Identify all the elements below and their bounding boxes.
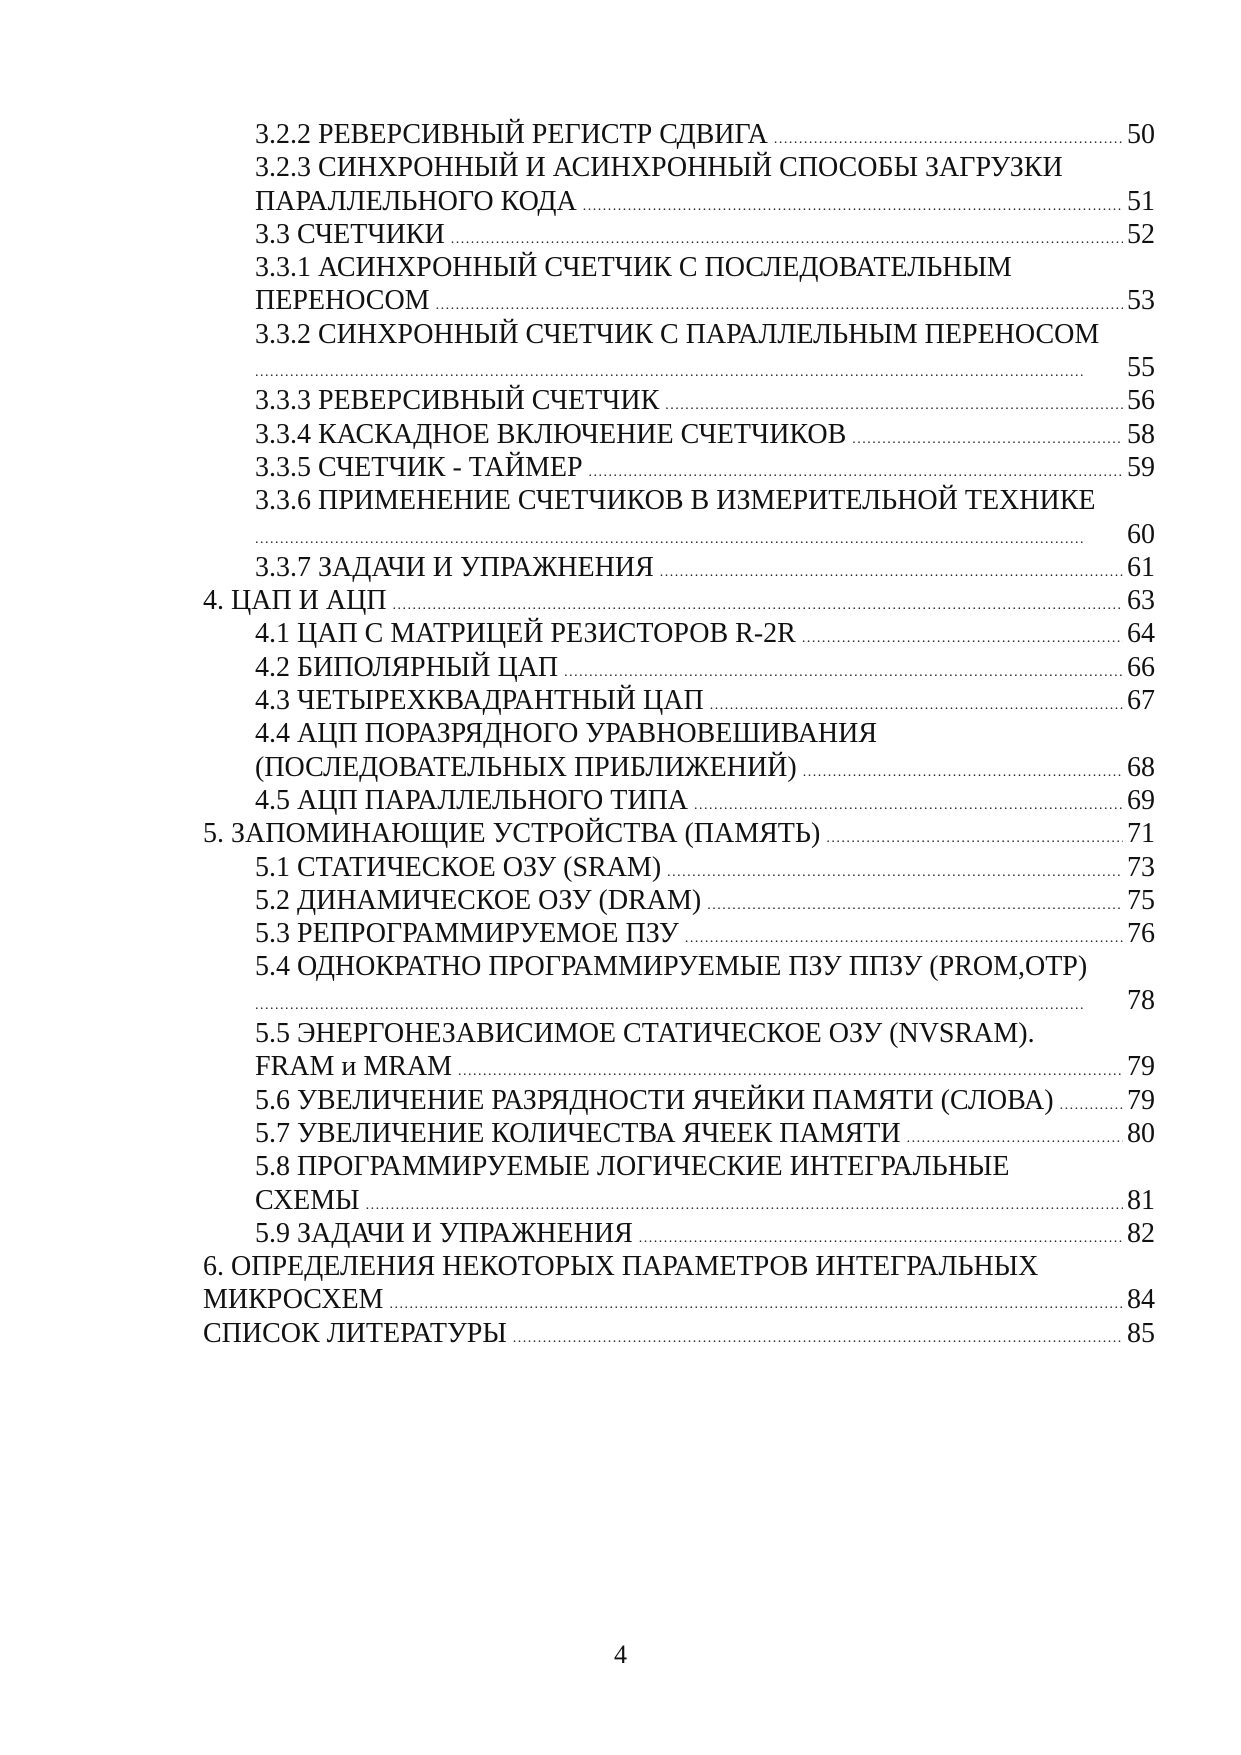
toc-entry-continuation[interactable] [203,1050,1155,1083]
toc-entry-title: 5.6 УВЕЛИЧЕНИЕ РАЗРЯДНОСТИ ЯЧЕЙКИ ПАМЯТИ (СЛОВА) [255,1084,1054,1116]
toc-entry-page: 71 [1127,818,1155,850]
toc-entry-continuation[interactable] [203,984,1155,1017]
toc-entry[interactable] [203,218,1155,251]
toc-entry-continuation[interactable] [203,351,1155,384]
toc-entry-title: 5.1 СТАТИЧЕСКОЕ ОЗУ (SRAM) [255,851,662,883]
toc-entry-title-continuation: ПЕРЕНОСОМ [255,285,430,317]
toc-entry-title: 3.2.2 РЕВЕРСИВНЫЙ РЕГИСТР СДВИГА [255,119,768,150]
toc-entry-title: 4.1 ЦАП С МАТРИЦЕЙ РЕЗИСТОРОВ R-2R [255,618,796,650]
toc-entry-continuation[interactable] [203,284,1155,317]
toc-entry-title: 5.4 ОДНОКРАТНО ПРОГРАММИРУЕМЫЕ ПЗУ ППЗУ (PROM,OTP) [255,951,1088,983]
toc-entry-title: 3.3.5 СЧЕТЧИК - ТАЙМЕР [255,451,583,483]
toc-entry-title: СПИСОК ЛИТЕРАТУРЫ [203,1317,507,1349]
toc-entry[interactable] [203,651,1155,684]
toc-entry-title: 3.3.1 АСИНХРОННЫЙ СЧЕТЧИК С ПОСЛЕДОВАТЕЛЬНЫМ [255,252,1012,284]
toc-entry-title: 4.5 АЦП ПАРАЛЛЕЛЬНОГО ТИПА [255,784,689,816]
toc-entry-page: 68 [1127,751,1155,783]
toc-entry-page: 85 [1127,1317,1155,1349]
toc-entry-continuation[interactable] [203,518,1155,551]
toc-entry-title: 4. ЦАП И АЦП [203,585,387,617]
toc-entry-page: 75 [1127,884,1155,916]
toc-entry[interactable] [203,418,1155,451]
toc-entry[interactable] [203,1217,1155,1250]
toc-entry[interactable] [203,384,1155,417]
toc-entry[interactable] [203,1317,1155,1350]
toc-entry[interactable] [203,484,1155,517]
toc-entry[interactable] [203,684,1155,717]
toc-entry-title: 5. ЗАПОМИНАЮЩИЕ УСТРОЙСТВА (ПАМЯТЬ) [203,818,821,850]
toc-entry[interactable] [203,884,1155,917]
toc-entry-page: 55 [1127,352,1155,384]
toc-entry-title: 4.4 АЦП ПОРАЗРЯДНОГО УРАВНОВЕШИВАНИЯ [255,718,878,750]
toc-entry-title: 3.3.4 КАСКАДНОЕ ВКЛЮЧЕНИЕ СЧЕТЧИКОВ [255,418,847,450]
toc-entry-page: 76 [1127,918,1155,950]
table-of-contents [203,118,1155,1350]
toc-entry[interactable] [203,617,1155,650]
toc-entry-title: 3.3 СЧЕТЧИКИ [255,218,445,250]
toc-entry[interactable] [203,717,1155,750]
toc-entry-title: 5.9 ЗАДАЧИ И УПРАЖНЕНИЯ [255,1217,633,1249]
toc-entry-page: 80 [1127,1117,1155,1149]
toc-entry-title: 4.3 ЧЕТЫРЕХКВАДРАНТНЫЙ ЦАП [255,685,704,717]
toc-entry-page: 60 [1127,518,1155,550]
toc-entry[interactable] [203,817,1155,850]
toc-entry-title: 5.8 ПРОГРАММИРУЕМЫЕ ЛОГИЧЕСКИЕ ИНТЕГРАЛЬНЫЕ [255,1151,1010,1183]
toc-entry-page: 79 [1127,1084,1155,1116]
toc-entry-page: 50 [1127,119,1155,150]
toc-entry[interactable] [203,1117,1155,1150]
toc-entry[interactable] [203,1084,1155,1117]
toc-entry-page: 66 [1127,651,1155,683]
toc-entry[interactable] [203,318,1155,351]
toc-entry-page: 84 [1127,1284,1155,1316]
toc-entry-page: 82 [1127,1217,1155,1249]
toc-entry-page: 51 [1127,185,1155,217]
toc-entry-page: 63 [1127,585,1155,617]
toc-entry-title: 4.2 БИПОЛЯРНЫЙ ЦАП [255,651,559,683]
toc-entry-title-continuation: МИКРОСХЕМ [203,1284,384,1316]
toc-entry-continuation[interactable] [203,1184,1155,1217]
toc-entry[interactable] [203,584,1155,617]
toc-entry[interactable] [203,551,1155,584]
toc-entry-title: 3.3.7 ЗАДАЧИ И УПРАЖНЕНИЯ [255,551,654,583]
toc-entry-page: 78 [1127,984,1155,1016]
toc-entry-continuation[interactable] [203,185,1155,218]
toc-entry[interactable] [203,151,1155,184]
dot-leader [513,1317,1123,1355]
toc-entry-continuation[interactable] [203,751,1155,784]
toc-entry-page: 73 [1127,851,1155,883]
toc-entry[interactable] [203,950,1155,983]
toc-entry[interactable] [203,118,1155,151]
toc-entry-title: 5.5 ЭНЕРГОНЕЗАВИСИМОЕ СТАТИЧЕСКОЕ ОЗУ (NVSRAM). [255,1018,1035,1050]
toc-entry-title-continuation: (ПОСЛЕДОВАТЕЛЬНЫХ ПРИБЛИЖЕНИЙ) [255,751,797,783]
toc-entry-page: 53 [1127,285,1155,317]
toc-entry-title: 5.7 УВЕЛИЧЕНИЕ КОЛИЧЕСТВА ЯЧЕЕК ПАМЯТИ [255,1117,901,1149]
toc-entry-title: 5.3 РЕПРОГРАММИРУЕМОЕ ПЗУ [255,918,679,950]
toc-entry-page: 64 [1127,618,1155,650]
toc-entry-page: 79 [1127,1051,1155,1083]
toc-entry-page: 59 [1127,451,1155,483]
toc-entry[interactable] [203,851,1155,884]
toc-entry-page: 58 [1127,418,1155,450]
toc-entry-page: 67 [1127,685,1155,717]
toc-entry-title: 3.2.3 СИНХРОННЫЙ И АСИНХРОННЫЙ СПОСОБЫ ЗАГРУЗКИ [255,152,1063,184]
toc-entry[interactable] [203,784,1155,817]
toc-entry-title: 3.3.2 СИНХРОННЫЙ СЧЕТЧИК С ПАРАЛЛЕЛЬНЫМ ПЕРЕНОСОМ [255,318,1100,350]
toc-entry[interactable] [203,1150,1155,1183]
toc-entry-title: 6. ОПРЕДЕЛЕНИЯ НЕКОТОРЫХ ПАРАМЕТРОВ ИНТЕГРАЛЬНЫХ [203,1251,1039,1283]
toc-entry-title: 5.2 ДИНАМИЧЕСКОЕ ОЗУ (DRAM) [255,884,702,916]
toc-entry-title: 3.3.3 РЕВЕРСИВНЫЙ СЧЕТЧИК [255,385,660,417]
toc-entry[interactable] [203,917,1155,950]
toc-entry[interactable] [203,1017,1155,1050]
toc-entry[interactable] [203,451,1155,484]
toc-entry[interactable] [203,1250,1155,1283]
toc-entry-title-continuation: FRAM и MRAM [255,1051,453,1083]
toc-entry-page: 81 [1127,1184,1155,1216]
toc-entry-page: 52 [1127,218,1155,250]
toc-entry-title: 3.3.6 ПРИМЕНЕНИЕ СЧЕТЧИКОВ В ИЗМЕРИТЕЛЬНОЙ ТЕХНИКЕ [255,485,1096,517]
toc-entry[interactable] [203,251,1155,284]
toc-entry-page: 69 [1127,784,1155,816]
toc-entry-page: 56 [1127,385,1155,417]
toc-entry-page: 61 [1127,551,1155,583]
toc-entry-title-continuation: СХЕМЫ [255,1184,360,1216]
toc-entry-continuation[interactable] [203,1283,1155,1316]
toc-entry-title-continuation: ПАРАЛЛЕЛЬНОГО КОДА [255,185,577,217]
page-number: 4 [614,1640,627,1669]
